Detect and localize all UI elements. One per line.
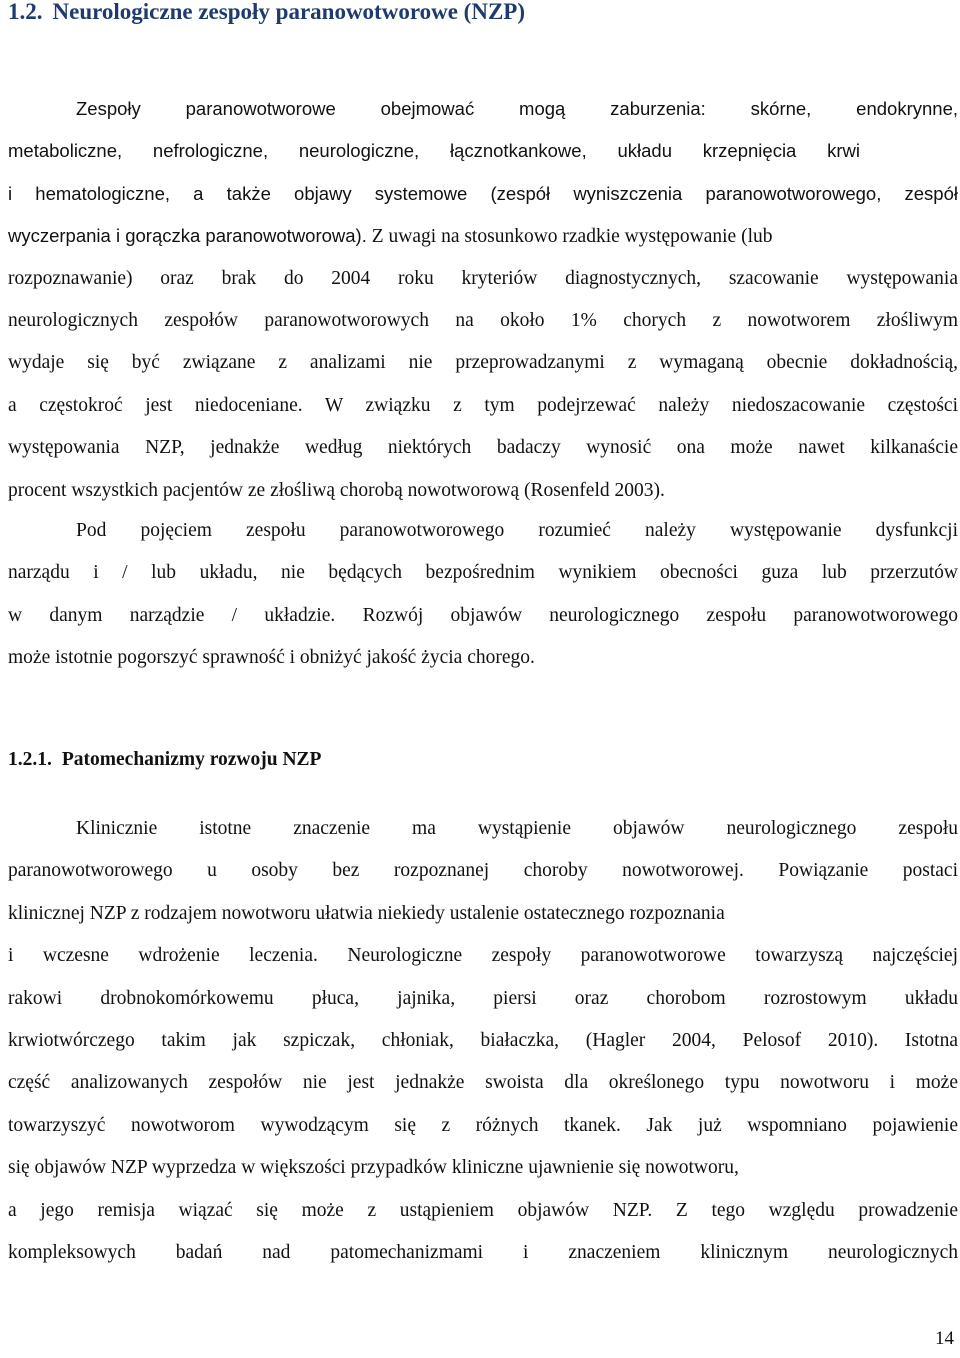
paragraph-line: a jego remisja wiązać się może z ustąpieniem objawów NZP. Z tego względu prowadzenie bbox=[8, 1199, 958, 1221]
paragraph-line: w danym narządzie / układzie. Rozwój objawów neurologicznego zespołu paranowotworowego bbox=[8, 604, 958, 626]
paragraph-2 bbox=[8, 510, 958, 680]
paragraph-line: paranowotworowego u osoby bez rozpoznanej choroby nowotworowej. Powiązanie postaci bbox=[8, 860, 958, 882]
paragraph-line: towarzyszyć nowotworom wywodzącym się z różnych tkanek. Jak już wspomniano pojawienie bbox=[8, 1114, 958, 1136]
paragraph-line: krwiotwórczego takim jak szpiczak, chłoniak, białaczka, (Hagler 2004, Pelosof 2010). Istotna bbox=[8, 1029, 958, 1051]
paragraph-line: i wczesne wdrożenie leczenia. Neurologiczne zespoły paranowotworowe towarzyszą najczęściej bbox=[8, 945, 958, 967]
paragraph-3 bbox=[8, 808, 958, 1274]
paragraph-line: neurologicznych zespołów paranowotworowych na około 1% chorych z nowotworem złośliwym bbox=[8, 309, 958, 331]
paragraph-line: Pod pojęciem zespołu paranowotworowego rozumieć należy występowanie dysfunkcji bbox=[76, 520, 958, 541]
paragraph-line: Klinicznie istotne znaczenie ma wystąpienie objawów neurologicznego zespołu bbox=[76, 818, 958, 839]
section-heading bbox=[8, 0, 525, 27]
subsection-title: Patomechanizmy rozwoju NZP bbox=[61, 749, 322, 770]
paragraph-line: narządu i / lub układu, nie będących bezpośrednim wynikiem obecności guza lub przerzutów bbox=[8, 562, 958, 584]
subsection-number: 1.2.1. bbox=[8, 749, 52, 770]
page-number: 14 bbox=[935, 1328, 954, 1349]
line-segment: Z uwagi na stosunkowo rzadkie występowanie (lub bbox=[366, 226, 773, 248]
section-title: Neurologiczne zespoły paranowotworowe (NZP) bbox=[52, 0, 525, 24]
paragraph-line: się objawów NZP wyprzedza w większości przypadków kliniczne ujawnienie się nowotworu, bbox=[8, 1157, 739, 1179]
paragraph-line: procent wszystkich pacjentów ze złośliwą chorobą nowotworową (Rosenfeld 2003). bbox=[8, 479, 665, 501]
paragraph-line: występowania NZP, jednakże według niektórych badaczy wynosić ona może nawet kilkanaście bbox=[8, 437, 958, 459]
paragraph-line: i hematologiczne, a także objawy systemowe (zespół wyniszczenia paranowotworowego, zespół bbox=[8, 182, 958, 204]
paragraph-line: kompleksowych badań nad patomechanizmami i znaczeniem klinicznym neurologicznych bbox=[8, 1241, 958, 1263]
paragraph-line: a częstokroć jest niedoceniane. W związku z tym podejrzewać należy niedoszacowanie częstości bbox=[8, 394, 958, 416]
paragraph-line: metaboliczne, nefrologiczne, neurologiczne, łącznotkankowe, układu krzepnięcia krwi bbox=[8, 140, 860, 162]
paragraph-line: część analizowanych zespołów nie jest jednakże swoista dla określonego typu nowotworu i może bbox=[8, 1072, 958, 1094]
paragraph-line: Zespoły paranowotworowe obejmować mogą zaburzenia: skórne, endokrynne, bbox=[76, 98, 958, 119]
paragraph-line: może istotnie pogorszyć sprawność i obniżyć jakość życia chorego. bbox=[8, 647, 535, 669]
paragraph-line bbox=[8, 215, 958, 257]
paragraph-1 bbox=[8, 88, 958, 512]
paragraph-line: klinicznej NZP z rodzajem nowotworu ułatwia niekiedy ustalenie ostatecznego rozpoznania bbox=[8, 902, 725, 924]
subsection-heading bbox=[8, 746, 321, 774]
paragraph-line: rakowi drobnokomórkowemu płuca, jajnika, piersi oraz chorobom rozrostowym układu bbox=[8, 987, 958, 1009]
section-number: 1.2. bbox=[8, 0, 43, 24]
line-segment: wyczerpania i gorączka paranowotworowa). bbox=[8, 225, 367, 247]
paragraph-line: rozpoznawanie) oraz brak do 2004 roku kryteriów diagnostycznych, szacowanie występowania bbox=[8, 267, 958, 289]
paragraph-line: wydaje się być związane z analizami nie przeprowadzanymi z wymaganą obecnie dokładnością, bbox=[8, 352, 958, 374]
